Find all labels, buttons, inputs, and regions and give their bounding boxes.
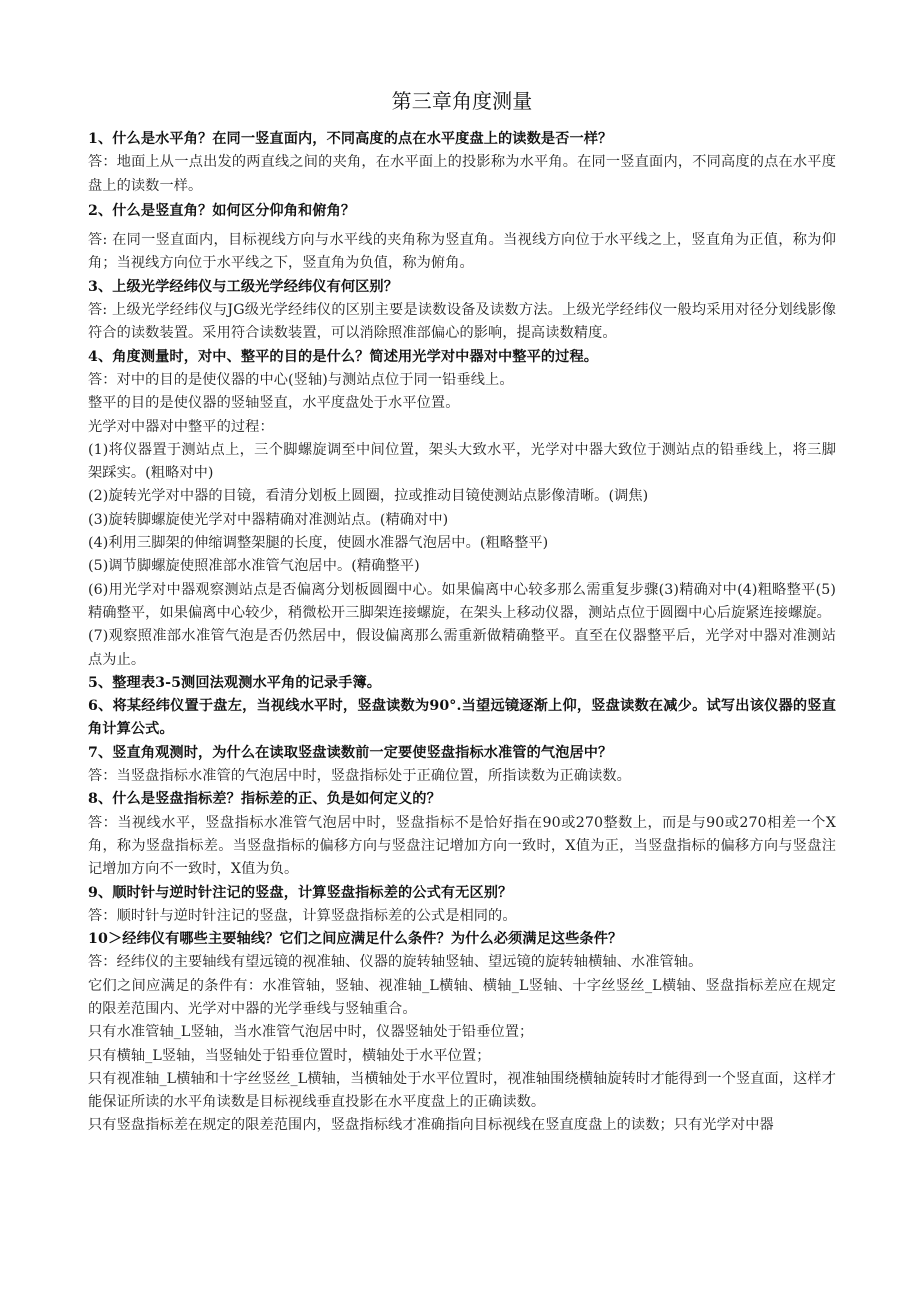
step-6: (6)用光学对中器观察测站点是否偏离分划板圆圈中心。如果偏离中心较多那么需重复步骤(3)精确对中(4)粗略整平(5)精确整平，如果偏离中心较少，稍微松开三脚架连接螺旋，在架头上移动仪器，测站点位于圆圈中心后旋紧连接螺旋。 — [88, 581, 836, 621]
question-1: 1、什么是水平角？在同一竖直面内，不同高度的点在水平度盘上的读数是否一样？ — [88, 131, 613, 147]
step-3: (3)旋转脚螺旋使光学对中器精确对准测站点。(精确对中) — [88, 511, 449, 528]
step-1: (1)将仪器置于测站点上，三个脚螺旋调至中间位置，架头大致水平，光学对中器大致位于测站点的铅垂线上，将三脚架踩实。(粗略对中) — [88, 441, 836, 482]
step-4: (4)利用三脚架的伸缩调整架腿的长度，使圆水准器气泡居中。(粗略整平) — [88, 535, 549, 552]
answer-2: 答: 在同一竖直面内，目标视线方向与水平线的夹角称为竖直角。当视线方向位于水平线之上，竖直角为正值，称为仰角；当视线方向位于水平线之下，竖直角为负值，称为俯角。 — [88, 232, 836, 272]
answer-4-line-2: 整平的目的是使仪器的竖轴竖直，水平度盘处于水平位置。 — [88, 395, 460, 412]
step-2: (2)旋转光学对中器的目镜，看清分划板上圆圈，拉或推动目镜使测站点影像清晰。(调焦) — [88, 488, 649, 505]
question-7: 7、竖直角观测时，为什么在读取竖盘读数前一定要使竖盘指标水准管的气泡居中？ — [88, 744, 613, 761]
question-2: 2、什么是竖直角？如何区分仰角和俯角？ — [88, 202, 356, 219]
step-5: (5)调节脚螺旋使照准部水准管气泡居中。(精确整平) — [88, 558, 420, 575]
question-5: 5、整理表3-5测回法观测水平角的记录手簿。 — [88, 674, 382, 691]
answer-10-line-1: 答：经纬仪的主要轴线有望远镜的视准轴、仪器的旋转轴竖轴、望远镜的旋转轴横轴、水准管轴。 — [88, 954, 703, 971]
answer-10-line-5: 只有视准轴_L横轴和十字丝竖丝_L横轴，当横轴处于水平位置时，视准轴围绕横轴旋转时才能得到一个竖直面，这样才能保证所读的水平角读数是目标视线垂直投影在水平度盘上的正确读数。 — [88, 1070, 836, 1111]
question-10: 10＞经纬仪有哪些主要轴线？它们之间应满足什么条件？为什么必须满足这些条件？ — [88, 931, 623, 948]
question-4: 4、角度测量时，对中、整平的目的是什么？简述用光学对中器对中整平的过程。 — [88, 348, 599, 365]
answer-4-line-1: 答：对中的目的是使仪器的中心(竖轴)与测站点位于同一铅垂线上。 — [88, 371, 514, 388]
answer-8: 答：当视线水平，竖盘指标水准管气泡居中时，竖盘指标不是恰好指在90或270整数上，而是与90或270相差一个X角，称为竖盘指标差。当竖盘指标的偏移方向与竖盘注记增加方向一致时，X值为正，当竖盘指标的偏移方向与竖盘注记增加方向不一致时，X值为负。 — [88, 814, 836, 878]
answer-3: 答: 上级光学经纬仪与JG级光学经纬仪的区别主要是读数设备及读数方法。上级光学经纬仪一般均采用对径分划线影像符合的读数装置。采用符合读数装置，可以消除照准部偏心的影响，提高读数精度。 — [88, 302, 836, 342]
document-page — [88, 86, 836, 1138]
answer-10-line-6: 只有竖盘指标差在规定的限差范围内，竖盘指标线才准确指向目标视线在竖直度盘上的读数；只有光学对中器 — [88, 1117, 774, 1134]
step-7: (7)观察照准部水准管气泡是否仍然居中，假设偏离那么需重新做精确整平。直至在仪器整平后，光学对中器对准测站点为止。 — [88, 628, 836, 668]
answer-10-line-2: 它们之间应满足的条件有：水准管轴，竖轴、视准轴_L横轴、横轴_L竖轴、十字丝竖丝_L横轴、竖盘指标差应在规定的限差范围内、光学对中器的光学垂线与竖轴重合。 — [88, 977, 836, 1017]
answer-9: 答：顺时针与逆时针注记的竖盘，计算竖盘指标差的公式是相同的。 — [88, 907, 517, 924]
question-3: 3、上级光学经纬仪与工级光学经纬仪有何区别？ — [88, 278, 399, 295]
answer-7: 答：当竖盘指标水准管的气泡居中时，竖盘指标处于正确位置，所指读数为正确读数。 — [88, 768, 631, 785]
question-6: 6、将某经纬仪置于盘左，当视线水平时，竖盘读数为90°.当望远镜逐渐上仰，竖盘读数在减少。试写出该仪器的竖直角计算公式。 — [88, 698, 836, 738]
question-8: 8、什么是竖盘指标差？指标差的正、负是如何定义的？ — [88, 791, 441, 808]
answer-4-line-3: 光学对中器对中整平的过程： — [88, 418, 274, 435]
answer-1: 答：地面上从一点出发的两直线之间的夹角，在水平面上的投影称为水平角。在同一竖直面内，不同高度的点在水平度盘上的读数一样。 — [88, 154, 836, 194]
answer-10-line-3: 只有水准管轴_L竖轴，当水准管气泡居中时，仪器竖轴处于铅垂位置； — [88, 1024, 534, 1041]
page-title: 第三章角度测量 — [391, 89, 533, 113]
question-9: 9、顺时针与逆时针注记的竖盘，计算竖盘指标差的公式有无区别？ — [88, 884, 513, 901]
answer-10-line-4: 只有横轴_L竖轴，当竖轴处于铅垂位置时，横轴处于水平位置； — [88, 1047, 491, 1064]
